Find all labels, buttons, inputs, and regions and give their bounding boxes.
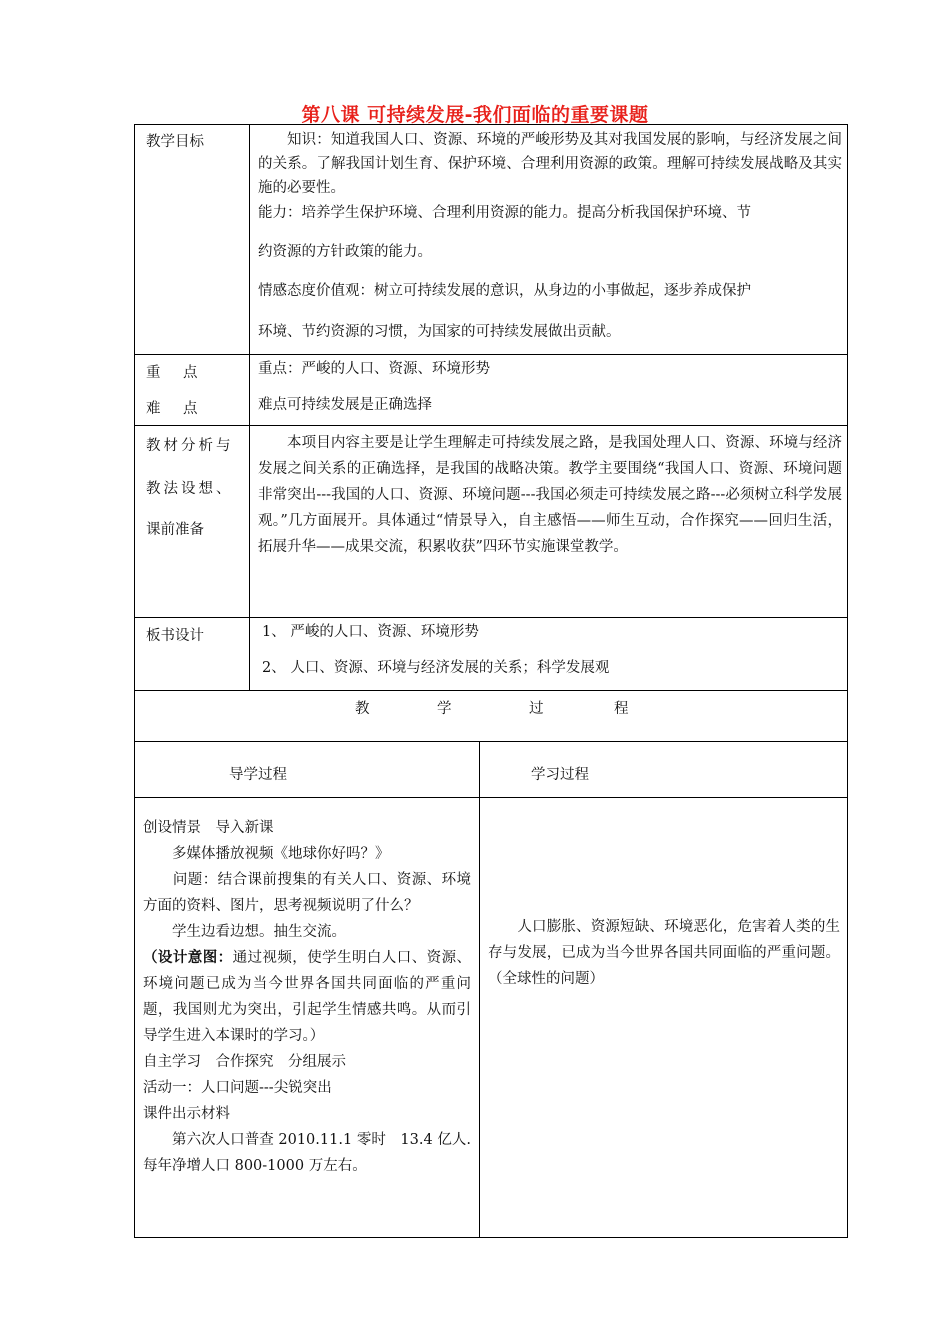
guide-line: 多媒体播放视频《地球你好吗？》: [143, 846, 390, 862]
guide-content: [143, 815, 471, 1179]
board-item-1: 1、 严峻的人口、资源、环境形势: [262, 624, 479, 640]
analysis-label-1: 教材分析与: [146, 438, 234, 454]
guide-column-header: 导学过程: [229, 767, 287, 783]
table-rule: [134, 425, 848, 426]
guide-line: 第六次人口普查 2010.11.1 零时 13.4 亿人.每年净增人口 800-1000 万左右。: [143, 1132, 471, 1174]
learn-column-header: 学习过程: [531, 767, 589, 783]
goals-knowledge: [258, 128, 842, 200]
guide-line: 活动一：人口问题---尖锐突出: [143, 1080, 332, 1096]
table-rule: [134, 797, 848, 798]
design-intent-label: （设计意图：: [143, 949, 233, 966]
learn-content: 人口膨胀、资源短缺、环境恶化，危害着人类的生存与发展，已成为当今世界各国共同面临的严重问题。（全球性的问题）: [488, 919, 840, 987]
goals-knowledge-text: 知识：知道我国人口、资源、环境的严峻形势及其对我国发展的影响，与经济发展之间的关系。了解我国计划生育、保护环境、合理利用资源的政策。理解可持续发展战略及其实施的必要性。: [258, 132, 842, 196]
analysis-label-2: 教法设想、: [146, 481, 234, 497]
page-title: 第八课 可持续发展-我们面临的重要课题: [301, 104, 649, 126]
difficulty-text: 难点可持续发展是正确选择: [258, 397, 432, 413]
guide-line: 创设情景 导入新课: [143, 820, 274, 836]
table-rule: [479, 741, 480, 1238]
goals-ability-line1: 能力：培养学生保护环境、合理利用资源的能力。提高分析我国保护环境、节: [258, 205, 751, 221]
difficulty-label: 难 点: [146, 401, 202, 417]
board-item-2: 2、 人口、资源、环境与经济发展的关系；科学发展观: [262, 660, 610, 676]
guide-line: 课件出示材料: [143, 1106, 230, 1122]
goals-attitude-line1: 情感态度价值观：树立可持续发展的意识，从身边的小事做起，逐步养成保护: [258, 283, 751, 299]
guide-line: 问题：结合课前搜集的有关人口、资源、环境方面的资料、图片，思考视频说明了什么？: [143, 872, 471, 914]
table-rule: [134, 741, 848, 742]
design-intent-text: 通过视频，使学生明白人口、资源、环境问题已成为当今世界各国共同面临的严重问题，我国则尤为突出，引起学生情感共鸣。从而引导学生进入本课时的学习。）: [143, 950, 472, 1044]
table-rule: [134, 354, 848, 355]
analysis-text: 本项目内容主要是让学生理解走可持续发展之路，是我国处理人口、资源、环境与经济发展之间关系的正确选择，是我国的战略决策。教学主要围绕“我国人口、资源、环境问题非常突出---我国的人口、资源、环境问题---我国必须走可持续发展之路---必须树立科学发展观。”几方面展开。具体通过“情景导入，自主感悟——师生互动，合作探究——回归生活，拓展升华——成果交流，积累收获”四环节实施课堂教学。: [258, 435, 842, 555]
process-char-1: 教: [355, 701, 370, 717]
process-char-2: 学: [437, 701, 452, 717]
guide-line: 自主学习 合作探究 分组展示: [143, 1054, 346, 1070]
board-label: 板书设计: [146, 628, 204, 644]
analysis-label-3: 课前准备: [146, 522, 204, 538]
table-rule: [134, 617, 848, 618]
guide-line: 学生边看边想。抽生交流。: [143, 924, 346, 940]
design-intent: [143, 945, 471, 1049]
table-rule: [134, 690, 848, 691]
keypoint-label: 重 点: [146, 365, 202, 381]
goals-ability-line2: 约资源的方针政策的能力。: [258, 244, 432, 260]
keypoint-text: 重点：严峻的人口、资源、环境形势: [258, 361, 490, 377]
goals-label: 教学目标: [146, 134, 204, 150]
process-char-3: 过: [529, 701, 544, 717]
process-char-4: 程: [614, 701, 629, 717]
table-rule: [249, 124, 250, 691]
goals-attitude-line2: 环境、节约资源的习惯，为国家的可持续发展做出贡献。: [258, 324, 621, 340]
